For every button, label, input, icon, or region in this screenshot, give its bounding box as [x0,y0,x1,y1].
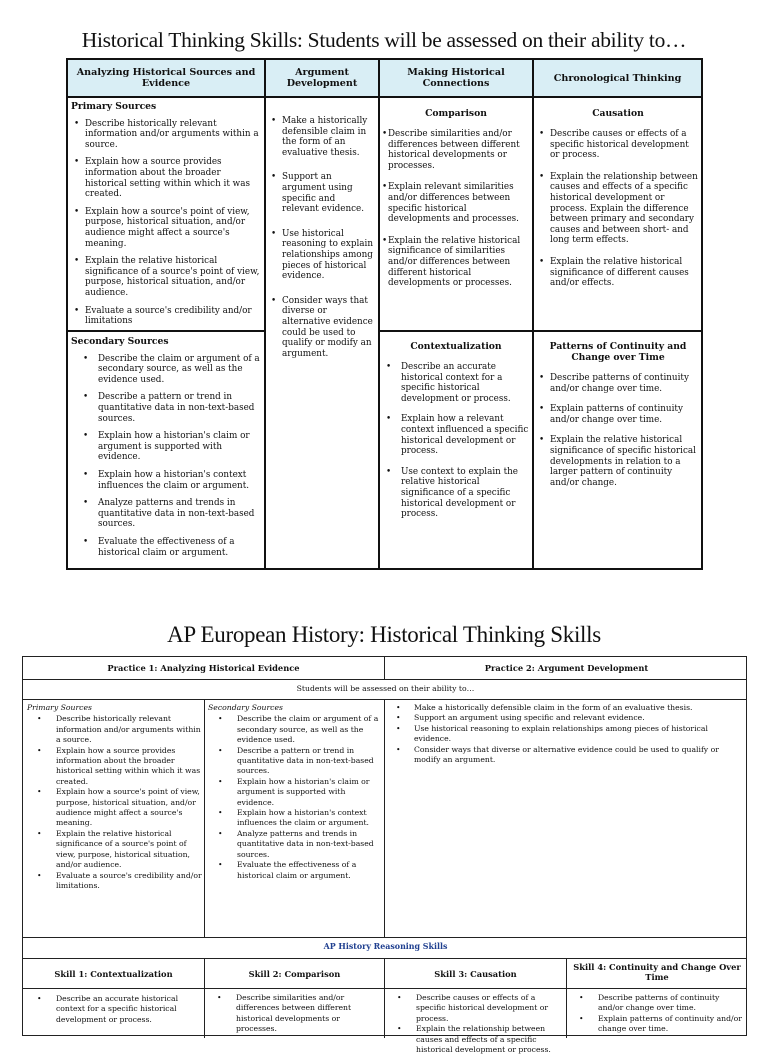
header-connections: Making Historical Connections [407,67,505,89]
list-item: • Consider ways that diverse or alternative evidence could be used to qualify or modify an argument. [268,296,374,360]
list-item: • Explain the relative historical significance of a source's point of view, purpose, historical situation, and/or audience. [71,256,261,298]
list-item: • Describe patterns of continuity and/or change over time. [536,373,700,394]
skill1-header: Skill 1: Contextualization [54,969,173,979]
col-divider [264,60,266,568]
list-item: • Use context to explain the relative historical significance of a specific historical development or process. [374,467,530,520]
list-item: • Explain the relative historical significance of different causes and/or effects. [536,257,700,289]
list-item: • Use historical reasoning to explain relationships among pieces of historical evidence. [268,229,374,282]
continuity-cell [536,341,700,495]
skill2-cell [207,993,382,1035]
list-item: • Explain patterns of continuity and/or change over time. [536,404,700,425]
historical-thinking-skills-table [66,58,703,570]
list-item: • Describe historically relevant information and/or arguments within a source. [27,714,202,745]
list-item: • Explain the relative historical significance of specific historical developments in relation to a larger pattern of continuity and/or change. [536,435,700,488]
list-item: • Describe patterns of continuity and/or change over time. [569,993,745,1014]
primary-sources-title: Primary Sources [71,101,157,112]
list-item: • Explain how a source's point of view, purpose, historical situation, and/or audience might affect a source's meaning. [27,787,202,829]
list-item: • Support an argument using specific and relevant evidence. [387,713,745,723]
causation-cell [536,108,700,296]
skill4-header: Skill 4: Continuity and Change Over Time [573,962,741,982]
list-item: • Explain how a historian's claim or argument is supported with evidence. [208,777,382,808]
header-analyzing: Analyzing Historical Sources and Evidence [76,67,256,89]
list-item: • Explain how a historian's context influences the claim or argument. [71,470,261,491]
row-divider [23,937,746,938]
list-item: • Describe similarities and/or differences between different historical developments or processes. [382,129,530,171]
list-item: • Describe an accurate historical context for a specific historical development or process. [374,362,530,404]
apeh-skills-table [22,656,747,1055]
skill4-cell [569,993,745,1035]
list-item: • Evaluate a source's credibility and/or limitations [71,306,261,327]
argument-cell [268,116,374,366]
list-item: • Explain how a historian's claim or argument is supported with evidence. [71,431,261,463]
assessed-line: Students will be assessed on their ability to… [296,684,475,693]
list-item: • Describe historically relevant information and/or arguments within a source. [71,119,261,151]
row-divider [23,679,746,680]
list-item: • Consider ways that diverse or alternative evidence could be used to qualify or modify an argument. [387,745,745,766]
list-item: • Evaluate a source's credibility and/or limitations. [27,871,202,892]
list-item: • Explain patterns of continuity and/or change over time. [569,1014,745,1035]
list-item: • Describe an accurate historical context for a specific historical development or process. [27,994,202,1025]
list-item: • Explain how a historian's context influences the claim or argument. [208,808,382,829]
list-item: • Explain how a source provides information about the broader historical setting within which it was created. [71,157,261,199]
causation-title: Causation [592,108,644,119]
practice2-header: Practice 2: Argument Development [484,663,649,673]
table2-title: AP European History: Historical Thinking Skills [167,622,601,647]
list-item: • Evaluate the effectiveness of a historical claim or argument. [71,537,261,558]
header-argument: Argument Development [286,67,358,89]
list-item: • Use historical reasoning to explain relationships among pieces of historical evidence. [387,724,745,745]
list-item: • Describe the claim or argument of a secondary source, as well as the evidence used. [208,714,382,745]
skill3-cell [387,993,564,1055]
continuity-title: Patterns of Continuity and Change over Time [549,341,687,363]
skill2-header: Skill 2: Comparison [248,969,341,979]
skill3-header: Skill 3: Causation [434,969,517,979]
list-item: • Evaluate the effectiveness of a historical claim or argument. [208,860,382,881]
list-item: • Explain how a relevant context influenced a specific historical development or process. [374,414,530,456]
list-item: • Describe similarities and/or differences between different historical developments or processes. [207,993,382,1035]
list-item: • Describe a pattern or trend in quantitative data in non-text-based sources. [71,392,261,424]
col-divider [532,60,534,568]
t2-secondary-label: Secondary Sources [208,703,283,712]
list-item: • Describe causes or effects of a specific historical development or process. [536,129,700,161]
list-item: • Analyze patterns and trends in quantitative data in non-text-based sources. [71,498,261,530]
list-item: • Make a historically defensible claim in the form of an evaluative thesis. [387,703,745,713]
comparison-cell [382,108,530,300]
secondary-sources-title: Secondary Sources [71,336,169,347]
list-item: • Explain relevant similarities and/or differences between specific historical developments and processes. [382,182,530,224]
list-item: • Describe a pattern or trend in quantitative data in non-text-based sources. [208,746,382,777]
t2-primary-label: Primary Sources [27,703,92,712]
list-item: • Explain the relative historical significance of similarities and/or differences between different historical developments or processes. [382,236,530,289]
list-item: • Explain how a source's point of view, purpose, historical situation, and/or audience might affect a source's meaning. [71,207,261,249]
header-divider [68,96,701,98]
reasoning-skills-header: AP History Reasoning Skills [323,942,448,951]
contextualization-title: Contextualization [410,341,502,352]
list-item: • Analyze patterns and trends in quantitative data in non-text-based sources. [208,829,382,860]
comparison-title: Comparison [425,108,487,119]
contextualization-cell [382,341,530,527]
t2-secondary-cell [208,703,382,881]
row-divider [378,330,701,332]
t2-primary-cell [27,703,202,891]
t2-argument-cell [387,703,745,765]
col-divider [566,958,567,1038]
header-chronological: Chronological Thinking [553,72,682,84]
list-item: • Explain the relationship between causes and effects of a specific historical development or process. Explain the difference between primary and secondary causes and between short- and long term effects. [536,172,700,246]
list-item: • Explain the relative historical significance of a source's point of view, purpose, historical situation, and/or audience. [27,829,202,871]
table1-title: Historical Thinking Skills: Students will be assessed on their ability to… [81,28,687,52]
col-divider [204,699,205,937]
primary-sources-cell [71,102,261,334]
list-item: • Describe causes or effects of a specific historical development or process. [387,993,564,1024]
list-item: • Support an argument using specific and relevant evidence. [268,172,374,214]
skill1-cell [27,994,202,1025]
practice1-header: Practice 1: Analyzing Historical Evidence [107,663,300,673]
list-item: • Explain how a source provides information about the broader historical setting within which it was created. [27,746,202,788]
col-divider [384,699,385,937]
list-item: • Make a historically defensible claim in the form of an evaluative thesis. [268,116,374,158]
list-item: • Describe the claim or argument of a secondary source, as well as the evidence used. [71,354,261,386]
list-item: • Explain the relationship between causes and effects of a specific historical development or process. [387,1024,564,1055]
secondary-sources-cell [71,337,261,565]
